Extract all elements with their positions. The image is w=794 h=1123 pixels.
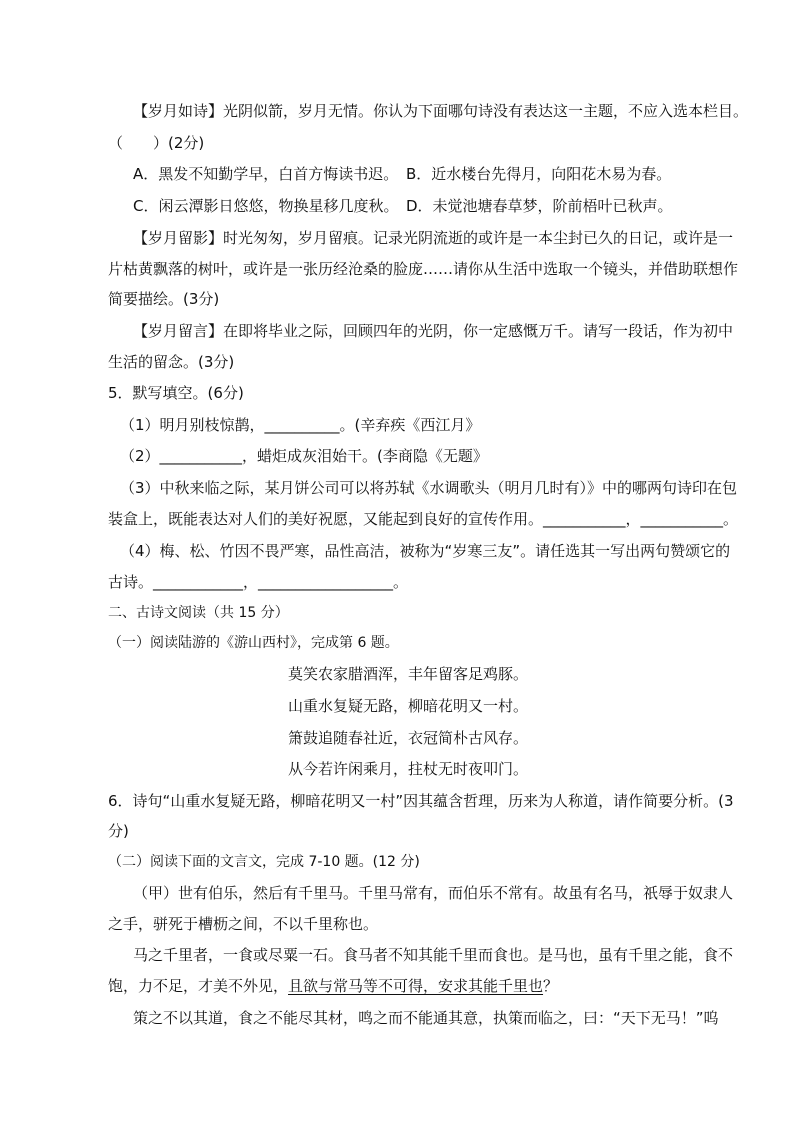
answer-bracket: （ ）(2分): [108, 134, 205, 152]
suiyue-liuying-line3: 简要描绘。(3分): [108, 290, 220, 308]
passage-text: 饱，力不足，才美不外见，: [108, 977, 289, 995]
suiyue-liuying-line1: [133, 227, 733, 249]
q5-item3-line1: （3）中秋来临之际，某月饼公司可以将苏轼《水调歌头（明月几时有）》中的哪两句诗印在包: [120, 479, 738, 497]
intro-text: 光阴似箭，岁月无情。: [223, 102, 374, 120]
intro-text: 时光匆匆，岁月留痕。记录光阴流逝的或许是一本尘封已久的日记，或许是一: [223, 229, 734, 247]
question-text: 请你从生活中选取一个镜头，并借助联想作: [453, 260, 739, 278]
passage-p1-line2: 之手，骈死于槽枥之间，不以千里称也。: [108, 915, 379, 933]
question-text: 请写一段话，作为初中: [583, 322, 734, 340]
part2-title: 二、古诗文阅读（共 15 分）: [108, 605, 289, 621]
section-tag: 【岁月留影】: [133, 229, 224, 247]
suiyue-rushi-line1: [133, 100, 748, 122]
passage-p2-line2: [108, 975, 558, 997]
suiyue-liuying-line2: [108, 258, 738, 280]
intro-text: 片枯黄飘落的树叶，或许是一张历经沧桑的脸庞……: [108, 260, 454, 278]
passage-p2-line1: 马之千里者，一食或尽粟一石。食马者不知其能千里而食也。是马也，虽有千里之能，食不: [133, 946, 734, 964]
poem-line: 山重水复疑无路，柳暗花明又一村。: [288, 697, 529, 715]
q5-item4-line1: （4）梅、松、竹因不畏严寒，品性高洁，被称为“岁寒三友”。请任选其一写出两句赞颂它的: [120, 542, 731, 560]
passage-text: ？: [543, 977, 559, 995]
suiyue-liuyan-line1: [133, 320, 733, 342]
suiyue-liuyan-line2: 生活的留念。(3分): [108, 353, 235, 371]
part2-sub2: （二）阅读下面的文言文，完成 7-10 题。(12 分): [108, 854, 420, 870]
intro-text: 在即将毕业之际，回顾四年的光阴，你一定感慨万千。: [223, 322, 584, 340]
q6-line2: 分): [108, 822, 129, 840]
option-d: D．未觉池塘春草梦，阶前梧叶已秋声。: [406, 197, 673, 215]
passage-p1-line1: （甲）世有伯乐，然后有千里马。千里马常有，而伯乐不常有。故虽有名马，祇辱于奴隶人: [133, 884, 734, 902]
section-tag: 【岁月留言】: [133, 322, 224, 340]
q5-item3-line2: 装盒上，既能表达对人们的美好祝愿，又能起到良好的宣传作用。___________，___________。: [108, 510, 739, 528]
option-c: C．闲云潭影日悠悠，物换星移几度秋。: [133, 197, 399, 215]
poem-line: 从今若许闲乘月，拄杖无时夜叩门。: [288, 760, 529, 778]
q5-item1: （1）明月别枝惊鹊，__________。(辛弃疾《西江月》: [120, 416, 481, 434]
option-a: A．黑发不知勤学早，白首方悔读书迟。: [133, 165, 399, 183]
option-b: B．近水楼台先得月，向阳花木易为春。: [406, 165, 672, 183]
q5-item2: （2）___________，蜡炬成灰泪始干。(李商隐《无题》: [120, 447, 488, 465]
underlined-sentence: 且欲与常马等不可得，安求其能千里也: [288, 977, 544, 995]
passage-p3-line1: 策之不以其道，食之不能尽其材，鸣之而不能通其意，执策而临之，曰：“天下无马！”呜: [133, 1009, 719, 1027]
q5-item4-line2: 古诗。____________，__________________。: [108, 573, 409, 591]
question-text: 你认为下面哪句诗没有表达这一主题，不应入选本栏目。: [373, 102, 749, 120]
poem-line: 莫笑农家腊酒浑，丰年留客足鸡豚。: [288, 665, 529, 683]
section-tag: 【岁月如诗】: [133, 102, 224, 120]
poem-line: 箫鼓追随春社近，衣冠简朴古风存。: [288, 729, 529, 747]
part2-sub1: （一）阅读陆游的《游山西村》，完成第 6 题。: [108, 635, 399, 651]
q6-line1: 6．诗句“山重水复疑无路，柳暗花明又一村”因其蕴含哲理，历来为人称道，请作简要分析。(3: [108, 792, 734, 810]
q5-title: 5．默写填空。(6分): [108, 384, 244, 402]
